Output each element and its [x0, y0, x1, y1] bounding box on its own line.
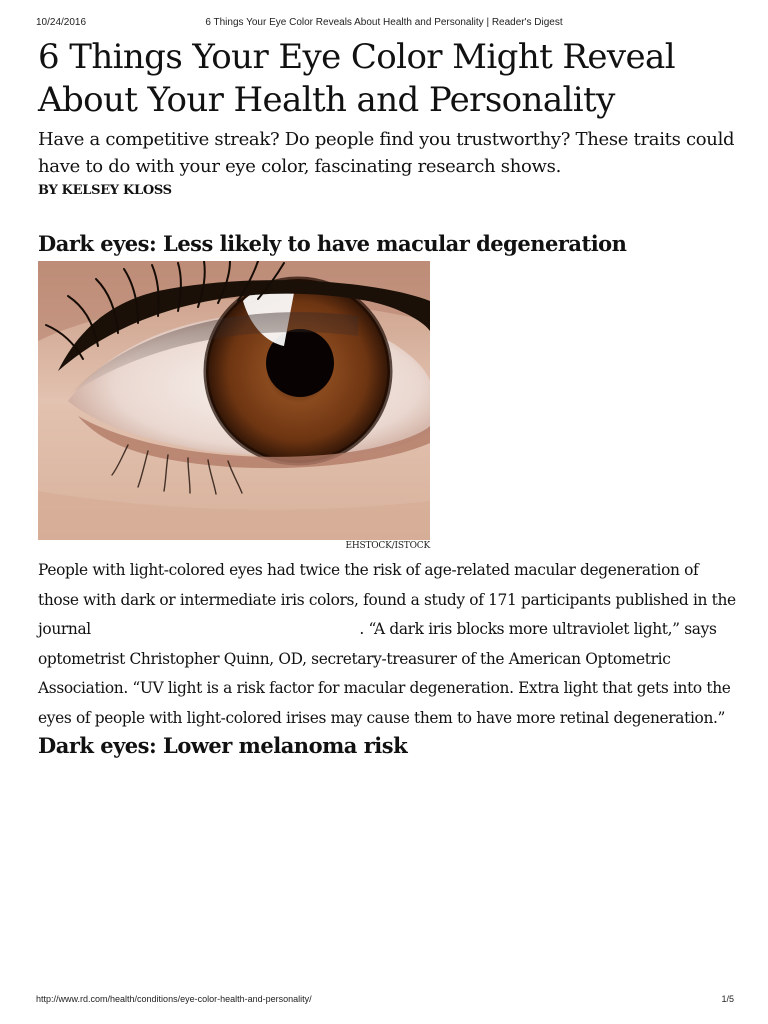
body-text-part: People with light-colored eyes had twice the risk of age-related macular degeneration of those with dark or intermediate iris colors, found a study of 171 participants published in the journal: [38, 561, 736, 638]
print-page-title: 6 Things Your Eye Color Reveals About Health and Personality | Reader's Digest: [205, 17, 563, 28]
article: [38, 36, 738, 758]
body-text-part: . “A dark iris blocks more ultraviolet light,” says optometrist Christopher Quinn, OD, secretary-treasurer of the American Optometric Association. “UV light is a risk factor for macular degeneration. Extra light that gets into the eyes of people with light-colored irises may cause them to have more retinal degeneration.”: [38, 620, 731, 727]
brown-eye-photo: [38, 261, 430, 540]
print-url: http://www.rd.com/health/conditions/eye-color-health-and-personality/: [36, 994, 312, 1004]
image-credit: EHSTOCK/ISTOCK: [345, 541, 430, 551]
section-body: [38, 556, 738, 733]
page-number: 1/5: [721, 994, 734, 1004]
print-footer: [36, 994, 734, 1008]
print-header: [36, 17, 732, 31]
article-dek: Have a competitive streak? Do people find you trustworthy? These traits could have to do with your eye color, fascinating research shows.: [38, 129, 735, 177]
section-heading: Dark eyes: Less likely to have macular degeneration: [38, 231, 627, 256]
section-heading: Dark eyes: Lower melanoma risk: [38, 733, 408, 758]
print-date: 10/24/2016: [36, 17, 87, 28]
article-headline: 6 Things Your Eye Color Might Reveal About Your Health and Personality: [38, 37, 675, 120]
article-byline: BY KELSEY KLOSS: [38, 183, 172, 198]
